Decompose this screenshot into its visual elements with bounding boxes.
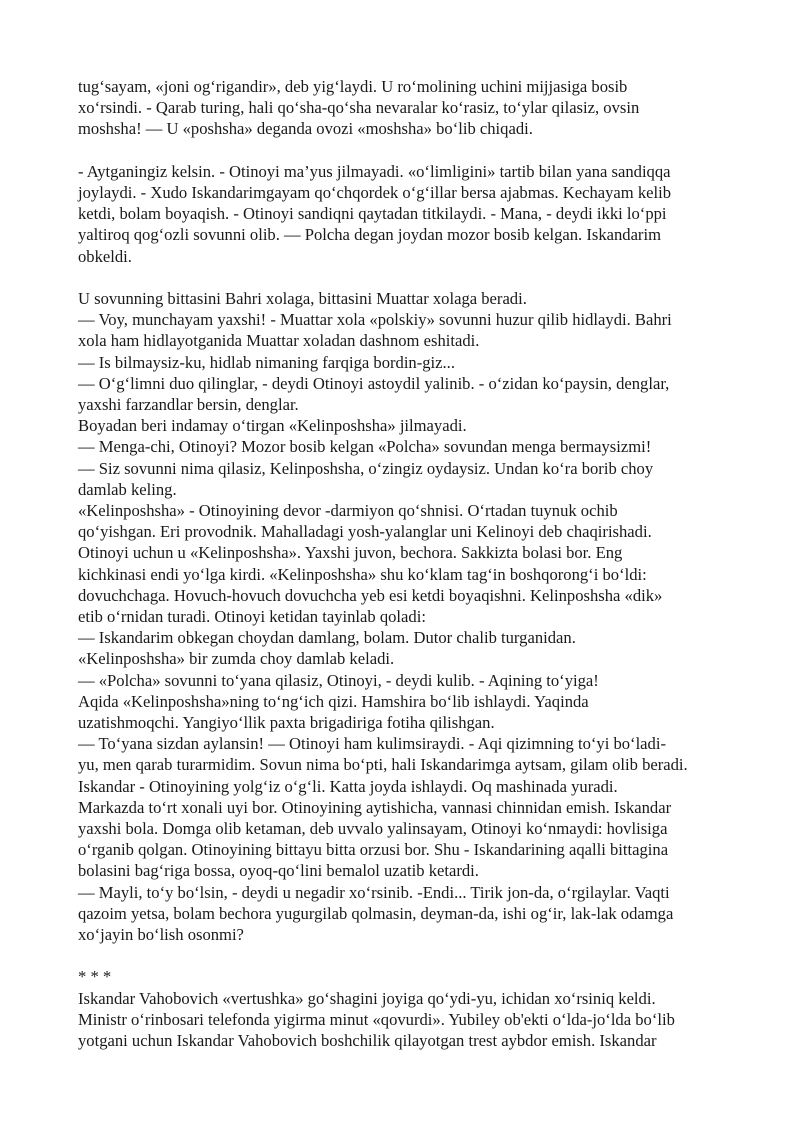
text-line: «Kelinposhsha» - Otinoyining devor -darmiyon qo‘shnisi. O‘rtadan tuynuk ochib <box>78 501 618 521</box>
text-line: Iskandar - Otinoyining yolg‘iz o‘g‘li. Katta joyda ishlaydi. Oq mashinada yuradi. <box>78 776 618 796</box>
paragraph-gap <box>78 140 758 161</box>
text-line: Aqida «Kelinposhsha»ning to‘ng‘ich qizi. Hamshira bo‘lib ishlaydi. Yaqinda <box>78 691 589 711</box>
paragraph-gap <box>78 945 758 966</box>
text-line: - Aytganingiz kelsin. - Otinoyi ma’yus jilmayadi. «o‘limligini» tartib bilan yana sandiqqa <box>78 161 671 181</box>
text-line: — Menga-chi, Otinoyi? Mozor bosib kelgan «Polcha» sovundan menga bermaysizmi! <box>78 437 652 457</box>
paragraph <box>78 288 758 945</box>
text-line: xo‘jayin bo‘lish osonmi? <box>78 925 244 945</box>
paragraph <box>78 76 758 140</box>
text-line: U sovunning bittasini Bahri xolaga, bittasini Muattar xolaga beradi. <box>78 289 527 308</box>
text-line: Ministr o‘rinbosari telefonda yigirma minut «qovurdi». Yubiley ob'ekti o‘lda-jo‘lda bo‘lib <box>78 1009 675 1029</box>
text-line: damlab keling. <box>78 479 177 499</box>
text-line: Otinoyi uchun u «Kelinposhsha». Yaxshi juvon, bechora. Sakkizta bolasi bor. Eng <box>78 543 623 563</box>
text-line: — O‘g‘limni duo qilinglar, - deydi Otinoyi astoydil yalinib. - o‘zidan ko‘paysin, denglar, <box>78 373 670 393</box>
text-line: qazoim yetsa, bolam bechora yugurgilab qolmasin, deyman-da, ishi og‘ir, lak-lak odamga <box>78 903 674 923</box>
text-line: obkeldi. <box>78 246 132 266</box>
text-line: — Voy, munchayam yaxshi! - Muattar xola «polskiy» sovunni huzur qilib hidlaydi. Bahri <box>78 310 672 330</box>
text-line: Boyadan beri indamay o‘tirgan «Kelinposhsha» jilmayadi. <box>78 416 467 436</box>
text-line: bolasini bag‘riga bossa, oyoq-qo‘lini bemalol uzatib ketardi. <box>78 861 479 881</box>
text-line: — Iskandarim obkegan choydan damlang, bolam. Dutor chalib turganidan. <box>78 628 576 648</box>
text-line: «Kelinposhsha» bir zumda choy damlab keladi. <box>78 649 395 669</box>
text-line: o‘rganib qolgan. Otinoyining bittayu bitta orzusi bor. Shu - Iskandarining aqalli bittagina <box>78 840 669 860</box>
text-line: moshsha! — U «poshsha» deganda ovozi «moshsha» bo‘lib chiqadi. <box>78 119 533 139</box>
text-line: — «Polcha» sovunni to‘yana qilasiz, Otinoyi, - deydi kulib. - Aqining to‘yiga! <box>78 670 599 690</box>
text-line: yaxshi farzandlar bersin, denglar. <box>78 395 299 415</box>
paragraph-gap <box>78 267 758 288</box>
text-line: qo‘yishgan. Eri provodnik. Mahalladagi yosh-yalanglar uni Kelinoyi deb chaqirishadi. <box>78 522 652 542</box>
section-separator: * * * <box>78 967 112 987</box>
text-line: yotgani uchun Iskandar Vahobovich boshchilik qilayotgan trest aybdor emish. Iskandar <box>78 1031 657 1051</box>
text-line: — Is bilmaysiz-ku, hidlab nimaning farqiga bordin-giz... <box>78 352 455 372</box>
text-line: yaltiroq qog‘ozli sovunni olib. — Polcha degan joydan mozor bosib kelgan. Iskandarim <box>78 225 661 245</box>
paragraph <box>78 966 758 1051</box>
text-line: dovuchchaga. Hovuch-hovuch dovuchcha yeb esi ketdi boyaqishni. Kelinposhsha «dik» <box>78 585 663 605</box>
text-line: yu, men qarab turarmidim. Sovun nima bo‘pti, hali Iskandarimga aytsam, gilam olib beradi. <box>78 755 688 775</box>
text-line: uzatishmoqchi. Yangiyo‘llik paxta brigadiriga fotiha qilishgan. <box>78 713 495 733</box>
text-line: Iskandar Vahobovich «vertushka» go‘shagini joyiga qo‘ydi-yu, ichidan xo‘rsiniq keldi. <box>78 988 656 1008</box>
text-line: — Siz sovunni nima qilasiz, Kelinposhsha, o‘zingiz oydaysiz. Undan ko‘ra borib choy <box>78 458 654 478</box>
text-line: tug‘sayam, «joni og‘rigandir», deb yig‘laydi. U ro‘molining uchini mijjasiga bosib <box>78 77 628 96</box>
text-line: xola ham hidlayotganida Muattar xoladan dashnom eshitadi. <box>78 331 480 351</box>
text-line: etib o‘rnidan turadi. Otinoyi ketidan tayinlab qoladi: <box>78 607 426 627</box>
text-line: — To‘yana sizdan aylansin! — Otinoyi ham kulimsiraydi. - Aqi qizimning to‘yi bo‘ladi- <box>78 734 666 754</box>
text-line: joylaydi. - Xudo Iskandarimgayam qo‘chqordek o‘g‘illar bersa ajabmas. Kechayam kelib <box>78 183 672 202</box>
paragraph <box>78 161 758 267</box>
text-line: xo‘rsindi. - Qarab turing, hali qo‘sha-qo‘sha nevaralar ko‘rasiz, to‘ylar qilasiz, ovsin <box>78 98 640 118</box>
text-line: ketdi, bolam boyaqish. - Otinoyi sandiqni qaytadan titkilaydi. - Mana, - deydi ikki lo‘ppi <box>78 204 667 224</box>
text-line: Markazda to‘rt xonali uyi bor. Otinoyining aytishicha, vannasi chinnidan emish. Iskandar <box>78 797 672 817</box>
text-line: kichkinasi endi yo‘lga kirdi. «Kelinposhsha» shu ko‘klam tag‘in boshqorong‘i bo‘ldi: <box>78 564 647 584</box>
text-line: — Mayli, to‘y bo‘lsin, - deydi u negadir xo‘rsinib. -Endi... Tirik jon-da, o‘rgilaylar. Vaqti <box>78 882 670 902</box>
text-line: yaxshi bola. Domga olib ketaman, deb uvvalo yalinsayam, Otinoyi ko‘nmaydi: hovlisiga <box>78 819 668 839</box>
document-page <box>78 76 758 1051</box>
